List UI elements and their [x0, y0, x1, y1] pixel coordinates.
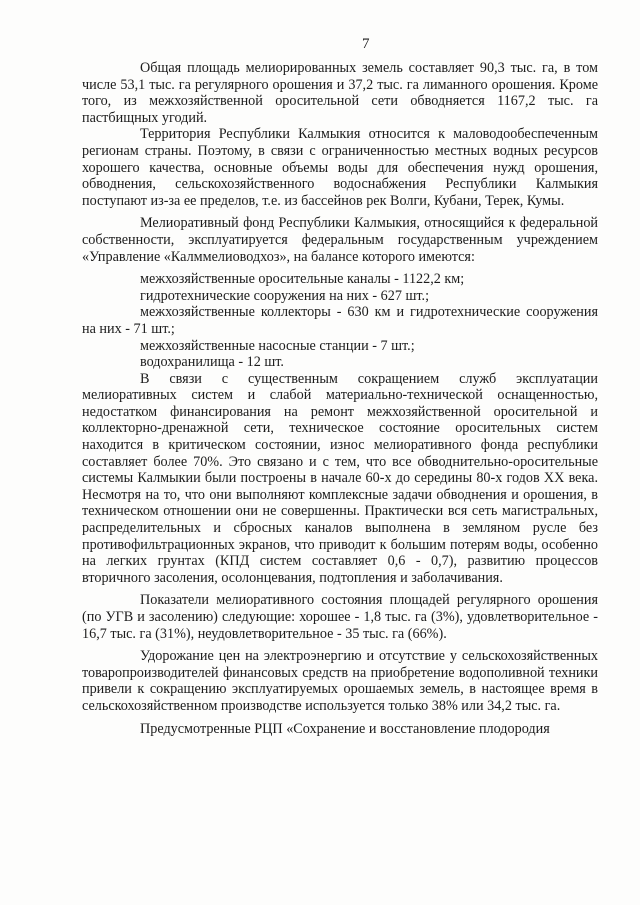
list-item-canals: межхозяйственные оросительные каналы - 1122,2 км; [140, 271, 465, 288]
paragraph-technical-condition: В связи с существенным сокращением служб эксплуатации мелиоративных систем и слабой материально-технической оснащенностью, недостатком финансирования на ремонт межхозяйственной оросительной и коллекторно-дренажной сети, техническое состояние оросительных систем находится в критическом состоянии, износ мелиоративного фонда республики составляет более 70%. Это связано и с тем, что все обводнительно-оросительные системы Калмыкии были построены в начале 60-х до середины 80-х годов XX века. Несмотря на то, что они выполняют комплексные задачи обводнения и орошения, в техническом отношении они не совершенны. Практически вся сеть магистральных, распределительных и сбросных каналов выполнена в земляном русле без противофильтрационных экранов, что приводит к большим потерям воды, особенно на легких грунтах (КПД систем составляет 0,6 - 0,7), развитию процессов вторичного засоления, осолонцевания, подтопления и заболачивания. [82, 370, 598, 586]
paragraph-water-supply: Территория Республики Калмыкия относится к маловодообеспеченным регионам страны. Поэтому, в связи с ограниченностью местных водных ресурсов хорошего качества, основные объемы воды для обеспечения нужд орошения, обводнения, сельскохозяйственного водоснабжения Республики Калмыкия поступают из-за ее пределов, т.е. из бассейнов рек Волги, Кубани, Терек, Кумы. [82, 126, 598, 209]
document-body [82, 60, 598, 737]
page-number: 7 [362, 36, 370, 52]
paragraph-cost-increase: Удорожание цен на электроэнергию и отсутствие у сельскохозяйственных товаропроизводителей финансовых средств на приобретение водополивной техники привели к сокращению эксплуатируемых орошаемых земель, в настоящее время в сельскохозяйственном производстве используется только 38% или 34,2 тыс. га. [82, 648, 598, 714]
paragraph-reclamation-indicators: Показатели мелиоративного состояния площадей регулярного орошения (по УГВ и засолению) следующие: хорошее - 1,8 тыс. га (3%), удовлетворительное - 16,7 тыс. га (31%), неудовлетворительное - 35 тыс. га (66%). [82, 592, 598, 642]
list-item-collectors: межхозяйственные коллекторы - 630 км и гидротехнические сооружения на них - 71 шт.; [82, 304, 598, 337]
list-item-reservoirs: водохранилища - 12 шт. [140, 354, 284, 371]
paragraph-target-program: Предусмотренные РЦП «Сохранение и восстановление плодородия [140, 720, 550, 737]
paragraph-land-area: Общая площадь мелиорированных земель составляет 90,3 тыс. га, в том числе 53,1 тыс. га регулярного орошения и 37,2 тыс. га лиманного орошения. Кроме того, из межхозяйственной оросительной сети обводняется 1167,2 тыс. га пастбищных угодий. [82, 60, 598, 126]
paragraph-reclamation-fund: Мелиоративный фонд Республики Калмыкия, относящийся к федеральной собственности, эксплуатируется федеральным государственным учреждением «Управление «Калммелиоводхоз», на балансе которого имеются: [82, 215, 598, 265]
list-item-structures: гидротехнические сооружения на них - 627 шт.; [140, 287, 430, 304]
list-item-pump-stations: межхозяйственные насосные станции - 7 шт.; [140, 337, 415, 354]
